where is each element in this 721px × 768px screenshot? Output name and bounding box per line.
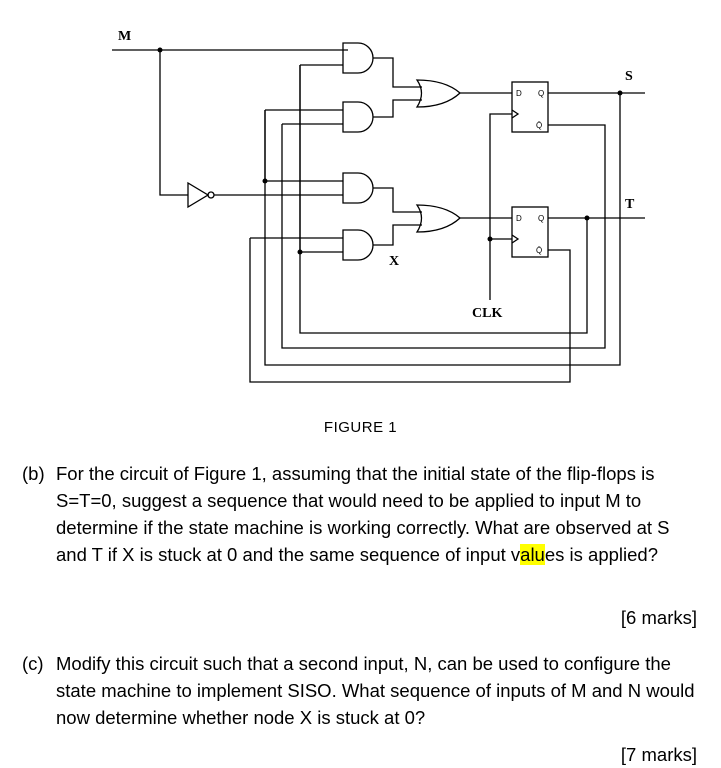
inverter-gate	[188, 183, 208, 207]
question-b-marks: [6 marks]	[620, 607, 697, 628]
and-gate-1	[343, 43, 373, 73]
highlighted-text: alu	[520, 544, 545, 565]
label-t: T	[625, 197, 635, 212]
feedback-s	[265, 93, 620, 365]
and-gate-3	[343, 173, 373, 203]
and-gate-2	[343, 102, 373, 132]
or-gate-1	[417, 80, 460, 107]
question-c-text: Modify this circuit such that a second input, N, can be used to configure the state machine to implement SISO. What sequence of inputs of M and N would now determine whether node X is stuck at 0?	[56, 653, 695, 728]
question-b	[22, 460, 702, 600]
label-m: M	[118, 29, 132, 44]
question-b-number: (b)	[22, 463, 45, 484]
label-x: X	[389, 254, 400, 269]
wire-m-down	[160, 50, 188, 195]
question-c-marks: [7 marks]	[620, 744, 697, 765]
ff2-q-pin: Q	[538, 214, 545, 223]
label-clk: CLK	[472, 306, 503, 321]
or-gate-2	[417, 205, 460, 232]
ff2-qbar-pin: Q̄	[536, 246, 543, 255]
ff1-qbar-pin: Q̄	[536, 121, 543, 130]
ff1-q-pin: Q	[538, 89, 545, 98]
ff2-d-pin: D	[516, 214, 522, 223]
wire-clk	[490, 114, 512, 300]
label-s: S	[625, 69, 633, 84]
question-b-text: For the circuit of Figure 1, assuming that the initial state of the flip-flops is S=T=0, suggest a sequence that would need to be applied to input M to determine if the state machine is working correctly. What are observed at S and T if X is stuck at 0 and the same sequence of input values is applied?	[56, 463, 670, 565]
question-c	[22, 650, 702, 735]
and-gate-4	[343, 230, 373, 260]
feedback-qbar-t	[250, 238, 570, 382]
ff1-d-pin: D	[516, 89, 522, 98]
feedback-qbar-s	[282, 124, 605, 348]
figure-caption: FIGURE 1	[323, 419, 398, 436]
question-c-number: (c)	[22, 653, 44, 674]
